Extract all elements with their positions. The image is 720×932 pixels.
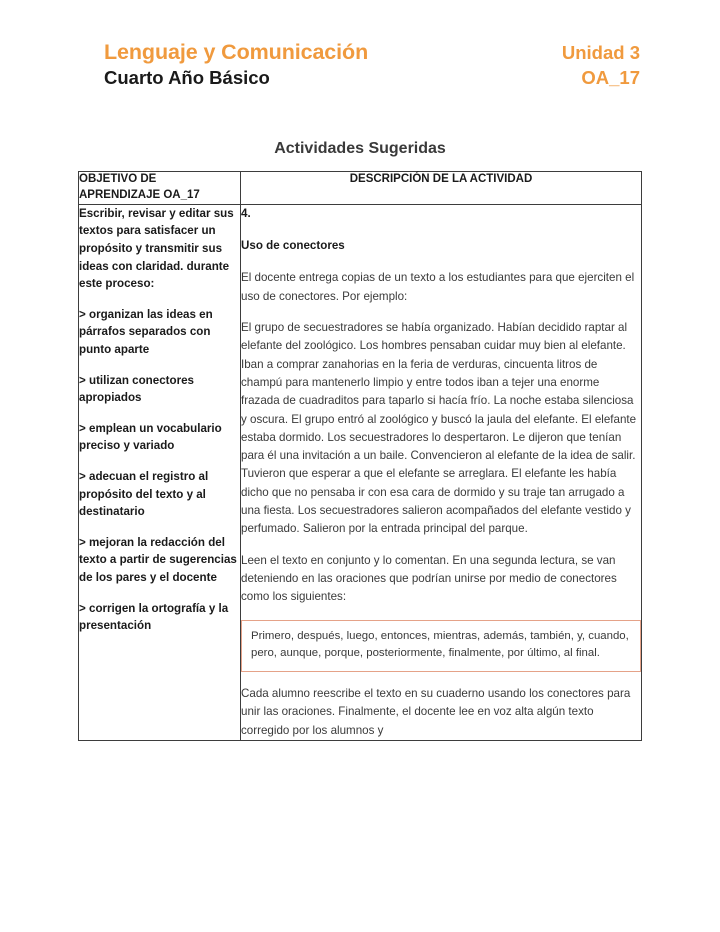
column-header-objetivo: OBJETIVO DE APRENDIZAJE OA_17 — [79, 172, 241, 205]
objetivo-bullet-5: > corrigen la ortografía y la presentación — [79, 601, 229, 633]
table-header-row — [79, 172, 642, 205]
activity-closing-text: Cada alumno reescribe el texto en su cuaderno usando los conectores para unir las oraciones. Finalmente, el docente lee en voz alta algún texto corregido por los alumnos y — [241, 687, 631, 737]
header-row-secondary — [104, 67, 640, 88]
connectors-highlight-box: Primero, después, luego, entonces, mientras, además, también, y, cuando, pero, aunque, porque, posteriormente, finalmente, por último, al final. — [241, 620, 641, 672]
objetivo-bullet-1: > utilizan conectores apropiados — [79, 373, 195, 405]
document-header — [104, 40, 640, 88]
activity-after-story: Leen el texto en conjunto y lo comentan. En una segunda lectura, se van deteniendo en las oraciones que podrían unirse por medio de conectores como los siguientes: — [241, 553, 617, 604]
objetivo-bullet-4: > mejoran la redacción del texto a partir de sugerencias de los pares y el docente — [79, 535, 237, 585]
table-row — [79, 204, 642, 740]
grade-title: Cuarto Año Básico — [104, 66, 270, 88]
objetivo-intro: Escribir, revisar y editar sus textos para satisfacer un propósito y transmitir sus ideas con claridad. durante este proceso: — [79, 206, 234, 291]
cell-descripcion — [241, 204, 642, 740]
objetivo-bullet-3: > adecuan el registro al propósito del texto y al destinatario — [79, 470, 209, 519]
unit-label: Unidad 3 — [561, 42, 640, 63]
section-title: Actividades Sugeridas — [274, 140, 446, 157]
activity-intro: El docente entrega copias de un texto a los estudiantes para que ejerciten el uso de conectores. Por ejemplo: — [241, 271, 635, 303]
column-header-descripcion: DESCRIPCIÓN DE LA ACTIVIDAD — [241, 172, 642, 205]
oa-label: OA_17 — [581, 66, 640, 88]
subject-title: Lenguaje y Comunicación — [104, 40, 369, 64]
activity-number: 4. — [241, 206, 251, 220]
objetivo-bullet-2: > emplean un vocabulario preciso y variado — [79, 421, 222, 453]
objetivo-bullet-0: > organizan las ideas en párrafos separados con punto aparte — [79, 307, 213, 356]
activity-story-text: El grupo de secuestradores se había organizado. Habían decidido raptar al elefante del zoológico. Los hombres pensaban cuidar muy bien al elefante. Iban a comprar zanahorias en la feria de verduras, cincuenta litros de champú para mantenerlo limpio y entre todos iban a tejer una enorme frazada de cuadraditos para taparlo si hacía frío. La noche estaba silenciosa y oscura. El grupo entró al zoológico y buscó la jaula del elefante. El elefante estaba dormido. Los secuestradores lo despertaron. Le dijeron que tenían para él una invitación a un baile. Convencieron al elefante de la idea de salir. Tuvieron que esperar a que el elefante se arreglara. El elefante les había dicho que no pensaba ir con esa cara de dormido y su traje tan arrugado a una fiesta. Los secuestradores salieron acompañados del elefante vestido y perfumado. Salieron por la entrada principal del parque. — [241, 320, 637, 536]
header-row-primary — [104, 40, 640, 65]
cell-objetivo — [79, 204, 241, 740]
activities-table — [78, 171, 642, 741]
activity-subtitle: Uso de conectores — [241, 239, 345, 253]
